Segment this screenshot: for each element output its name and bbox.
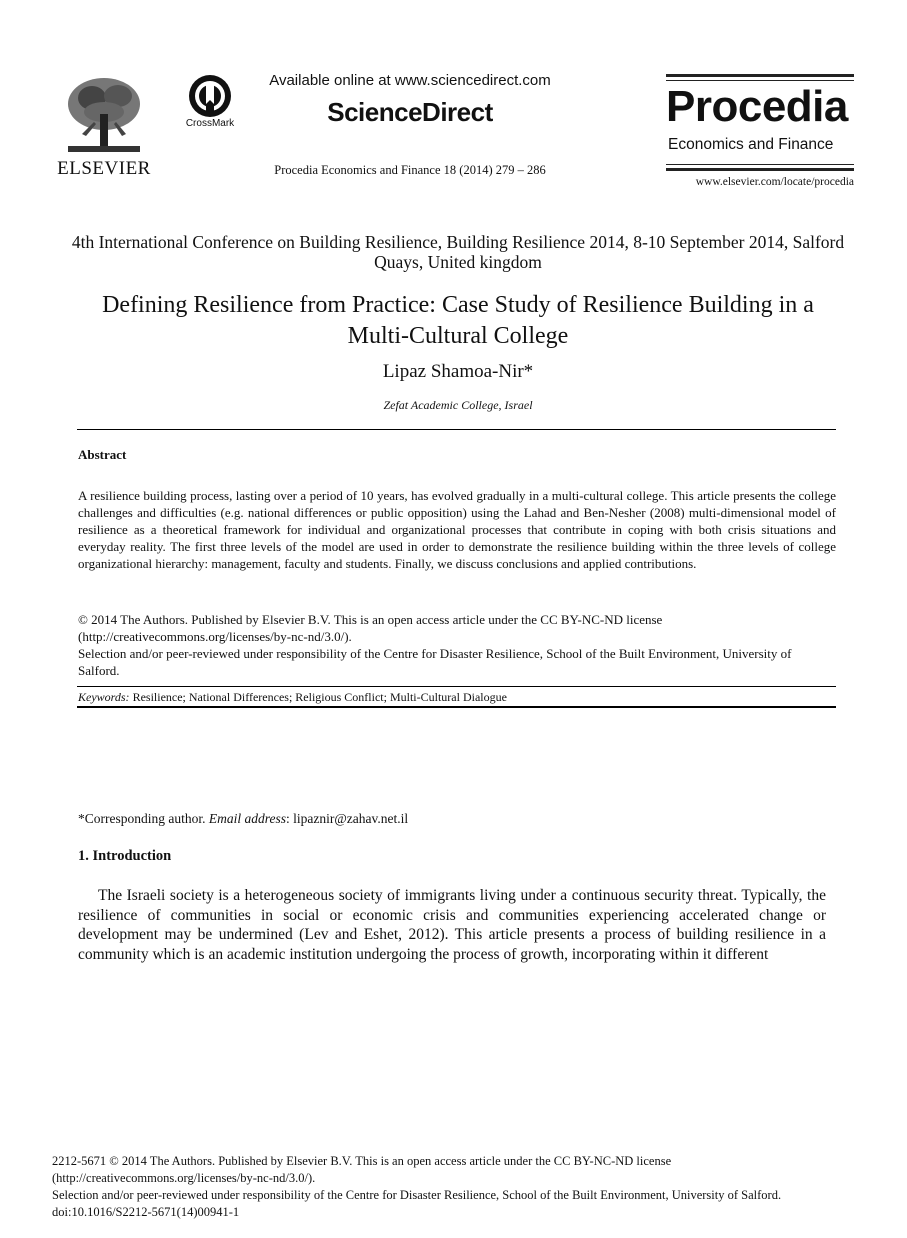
procedia-subtitle: Economics and Finance — [668, 136, 834, 153]
introduction-heading: 1. Introduction — [78, 848, 172, 864]
review-statement: Selection and/or peer-reviewed under responsibility of the Centre for Disaster Resilience, School of the Built Environment, University of Salford. — [78, 646, 792, 678]
author-affiliation: Zefat Academic College, Israel — [383, 398, 533, 412]
procedia-url[interactable]: www.elsevier.com/locate/procedia — [695, 176, 854, 188]
keywords-label: Keywords: — [78, 690, 130, 704]
introduction-body: The Israeli society is a heterogeneous society of immigrants living under a continuous security threat. Typically, the resilience of communities in social or economic crisis and communities experiencing accelerated change or development may be undermined (Lev and Eshet, 2012). This article presents a process of building resilience in a community which is an academic institution undergoing the process of growth, incorporating within it different — [78, 887, 826, 963]
top-divider — [77, 429, 836, 430]
footer-review-statement: Selection and/or peer-reviewed under responsibility of the Centre for Disaster Resilience, School of the Built Environment, University of Salford. — [52, 1188, 782, 1202]
email-address[interactable]: : lipaznir@zahav.net.il — [286, 811, 409, 826]
procedia-rule — [666, 168, 854, 171]
license-link[interactable]: (http://creativecommons.org/licenses/by-nc-nd/3.0/). — [78, 629, 352, 644]
journal-reference: Procedia Economics and Finance 18 (2014) 279 – 286 — [274, 163, 546, 177]
keywords-divider-bottom — [77, 706, 836, 708]
copyright-block — [78, 611, 836, 679]
crossmark-label: CrossMark — [185, 118, 235, 129]
paper-title: Defining Resilience from Practice: Case Study of Resilience Building in a Multi-Cultural College — [102, 292, 814, 349]
corresponding-author — [78, 811, 408, 827]
sciencedirect-logo[interactable]: ScienceDirect — [327, 97, 493, 127]
keywords-values: Resilience; National Differences; Religious Conflict; Multi-Cultural Dialogue — [132, 690, 507, 704]
footer-issn-license: 2212-5671 © 2014 The Authors. Published by Elsevier B.V. This is an open access article under the CC BY-NC-ND license — [52, 1154, 672, 1168]
conference-line: 4th International Conference on Building Resilience, Building Resilience 2014, 8-10 September 2014, Salford Quays, United kingdom — [71, 232, 845, 272]
procedia-title: Procedia — [666, 82, 848, 131]
footer — [52, 1153, 852, 1221]
footer-license-link[interactable]: (http://creativecommons.org/licenses/by-nc-nd/3.0/). — [52, 1171, 316, 1185]
email-label: Email address — [208, 811, 286, 826]
author-name: Lipaz Shamoa-Nir* — [382, 361, 534, 382]
procedia-rule — [666, 164, 854, 165]
elsevier-logo — [56, 74, 152, 178]
elsevier-wordmark: ELSEVIER — [57, 158, 151, 179]
available-online[interactable]: Available online at www.sciencedirect.com — [269, 72, 551, 89]
procedia-logo — [666, 74, 854, 194]
copyright-line: © 2014 The Authors. Published by Elsevier B.V. This is an open access article under the CC BY-NC-ND license — [78, 612, 663, 627]
corresponding-prefix: *Corresponding author. — [78, 811, 209, 826]
procedia-rule — [666, 74, 854, 77]
abstract-heading: Abstract — [78, 447, 127, 462]
crossmark-icon — [188, 74, 232, 118]
keywords-divider-top — [77, 686, 836, 687]
procedia-rule — [666, 80, 854, 81]
abstract-body: A resilience building process, lasting over a period of 10 years, has evolved gradually in a multi-cultural college. This article presents the college challenges and difficulties (e.g. national differences or public opposition) using the Lahad and Ben-Nesher (2008) multi-dimensional model of resilience as a theoretical framework for individual and organizational processes that contribute in coping with both crisis situations and everyday reality. The first three levels of the model are used in order to demonstrate the resilience building within the three levels of college organizational hierarchy: management, faculty and students. Finally, we discuss conclusions and applied contributions. — [78, 488, 836, 571]
keywords — [78, 690, 836, 705]
elsevier-tree-icon — [62, 74, 146, 158]
crossmark-logo[interactable] — [182, 74, 238, 134]
footer-doi[interactable]: doi:10.1016/S2212-5671(14)00941-1 — [52, 1205, 240, 1219]
